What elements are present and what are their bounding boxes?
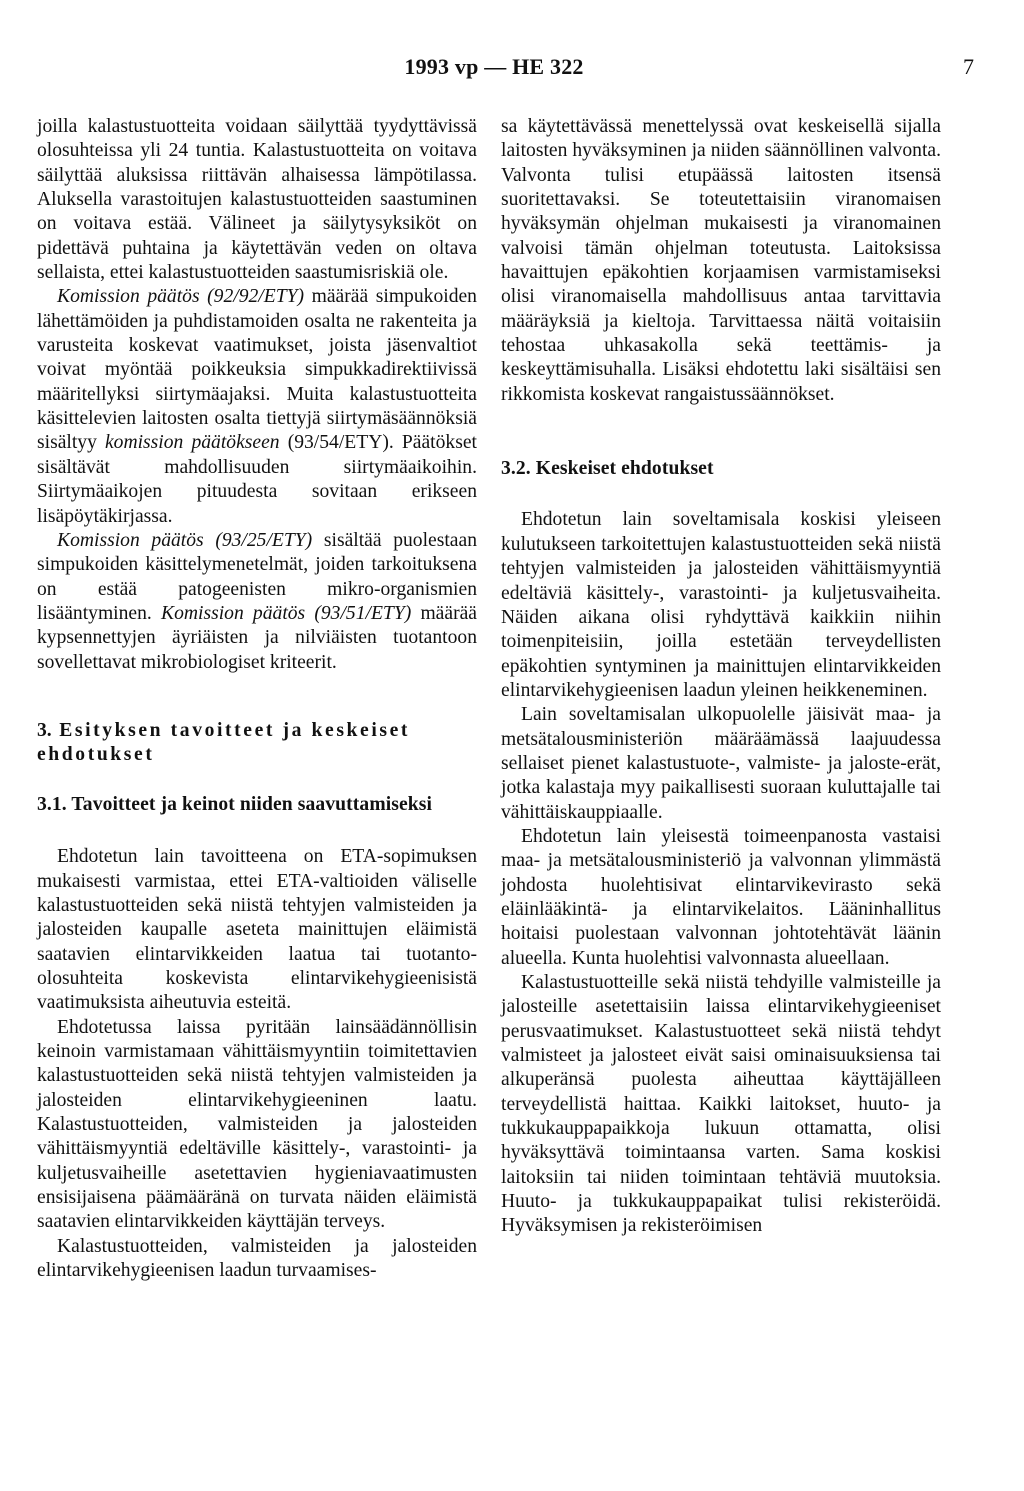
- paragraph: Kalastustuotteille sekä niistä tehdyille valmisteille ja jalosteille asetettaisiin laissa elintarvikehygieeniset perusvaatimukset. Kalastustuotteet sekä niistä tehdyt valmisteet ja jalosteet eivät saisi ominaisuuksiensa tai alkuperänsä puolesta aiheuttaa käyttäjälleen terveydellistä haittaa. Kaikki laitokset, huuto- ja tukkukauppapaikkoja lukuun ottamatta, olisi hyväksyttävä toimintaansa varten. Sama koskisi laitoksiin tai niiden toimintaan tehtäviä muutoksia. Huuto- ja tukkukauppapaikat tulisi rekisteröidä. Hyväksymisen ja rekisteröimisen: [501, 972, 941, 1237]
- page-number: 7: [963, 54, 974, 79]
- decision-reference: Komission päätös (93/51/ETY): [161, 602, 412, 624]
- decision-reference: komission päätökseen: [104, 432, 280, 454]
- decision-reference: Komission päätös (92/92/ETY): [57, 286, 305, 308]
- section-heading: 3. Esityksen tavoitteet ja keskeiset ehdotukset: [37, 719, 411, 765]
- paragraph: Kalastustuotteiden, valmisteiden ja jalosteiden elintarvikehygieenisen laadun turvaamises-: [37, 1235, 477, 1282]
- paragraph: Ehdotetun lain soveltamisala koskisi yleiseen kulutukseen tarkoitettujen kalastustuotteiden sekä niistä tehtyjen valmisteiden ja jalosteiden vähittäismyyntiä edeltäviä käsittely-, varastointi- ja kuljetusvaiheita. Näiden aikana olisi ryhdyttävä kaikkiin niihin toimenpiteisiin, joilla estetään terveydellisten epäkohtien syntyminen ja mainittujen elintarvikkeiden elintarvikehygieenisen laadun yleinen heikkeneminen.: [501, 509, 941, 701]
- paragraph: Ehdotetun lain tavoitteena on ETA-sopimuksen mukaisesti varmistaa, ettei ETA-valtioiden väliselle kalastustuotteiden sekä niistä tehtyjen valmisteiden ja jalosteiden kaupalle aseteta mainittujen eläimistä saatavien elintarvikkeiden laatua tai tuotanto-olosuhteita koskevista elintarvikehygieenisistä vaatimuksista aiheutuvia esteitä.: [37, 846, 477, 1014]
- paragraph: sa käytettävässä menettelyssä ovat keskeisellä sijalla laitosten hyväksyminen ja niiden säännöllinen valvonta. Valvonta tulisi etupäässä laitosten itsensä suoritettavaksi. Se toteutettaisiin viranomaisen hyväksymän ohjelman mukaisesti ja viranomainen valvoisi tämän ohjelman toteutusta. Laitoksissa havaittujen epäkohtien korjaamisen varmistamiseksi olisi viranomaisella mahdollisuus antaa tarvittavia määräyksiä ja kieltoja. Tarvittaessa näitä voitaisiin tehostaa uhkasakolla sekä teettämis- ja keskeyttämisuhalla. Lisäksi ehdotettu laki sisältäisi sen rikkomista koskevat rangaistussäännökset.: [501, 116, 941, 405]
- subsection-heading: 3.1. Tavoitteet ja keinot niiden saavuttamiseksi: [37, 793, 433, 815]
- left-column: [37, 115, 477, 1283]
- running-title: 1993 vp — HE 322: [404, 54, 584, 79]
- decision-reference: Komission päätös (93/25/ETY): [57, 529, 313, 551]
- paragraph: Lain soveltamisalan ulkopuolelle jäisivät maa- ja metsätalousministeriön määräämässä laajuudessa sellaiset pienet kalastustuote-, valmiste- ja jaloste-erät, jotka kalastaja myy paikallisesti suoraan kuluttajalle tai vähittäiskauppiaalle.: [501, 704, 941, 823]
- page-header: [38, 54, 974, 84]
- paragraph: joilla kalastustuotteita voidaan säilyttää tyydyttävissä olosuhteissa yli 24 tuntia. Kalastustuotteita on voitava säilyttää aluksissa riittävän alhaisessa lämpötilassa. Aluksella varastoitujen kalastustuotteiden saastuminen on voitava estää. Välineet ja säilytysyksiköt on pidettävä puhtaina ja käytettävän veden on oltava sellaista, ettei kalastustuotteiden saastumisriskiä ole.: [37, 116, 477, 284]
- right-column: [501, 115, 941, 1239]
- paragraph: Ehdotetun lain yleisestä toimeenpanosta vastaisi maa- ja metsätalousministeriö ja valvonnan ylimmästä johdosta huolehtisivat elintarvikevirasto sekä eläinlääkintä- ja elintarvikelaitos. Lääninhallitus hoitaisi puolestaan valvonnan johtotehtävät läänin alueella. Kunta huolehtisi valvonnasta alueellaan.: [501, 825, 941, 969]
- subsection-heading: 3.2. Keskeiset ehdotukset: [501, 458, 714, 480]
- paragraph: Komission päätös (92/92/ETY) määrää simpukoiden lähettämöiden ja puhdistamoiden osalta ne rakenteita ja varusteita koskevat vaatimukset, joista jäsenvaltiot voivat myöntää poikkeuksia simpukkadirektiivissä määritellyksi siirtymäajaksi. Muita kalastustuotteita käsittelevien laitosten osalta tiettyjä siirtymäsäännöksiä sisältyy komission päätökseen (93/54/ETY). Päätökset sisältävät mahdollisuuden siirtymäaikoihin. Siirtymäaikojen pituudesta sovitaan erikseen lisäpöytäkirjassa.: [37, 286, 477, 527]
- paragraph: Komission päätös (93/25/ETY) sisältää puolestaan simpukoiden käsittelymenetelmät, joiden tarkoituksena on estää patogeenisten mikro-organismien lisääntyminen. Komission päätös (93/51/ETY) määrää kypsennettyjen äyriäisten ja nilviäisten tuotantoon sovellettavat mikrobiologiset kriteerit.: [37, 529, 477, 673]
- paragraph: Ehdotetussa laissa pyritään lainsäädännöllisin keinoin varmistamaan vähittäismyyntiin toimitettavien kalastustuotteiden sekä niistä tehtyjen valmisteiden ja jalosteiden elintarvikehygieeninen laatu. Kalastustuotteiden, valmisteiden ja jalosteiden vähittäismyyntiä edeltäville käsittely-, varastointi- ja kuljetusvaiheille asetettavien hygieniavaatimusten ensisijaisena päämääränä on turvata näiden eläimistä saatavien elintarvikkeiden käyttäjän terveys.: [37, 1016, 477, 1233]
